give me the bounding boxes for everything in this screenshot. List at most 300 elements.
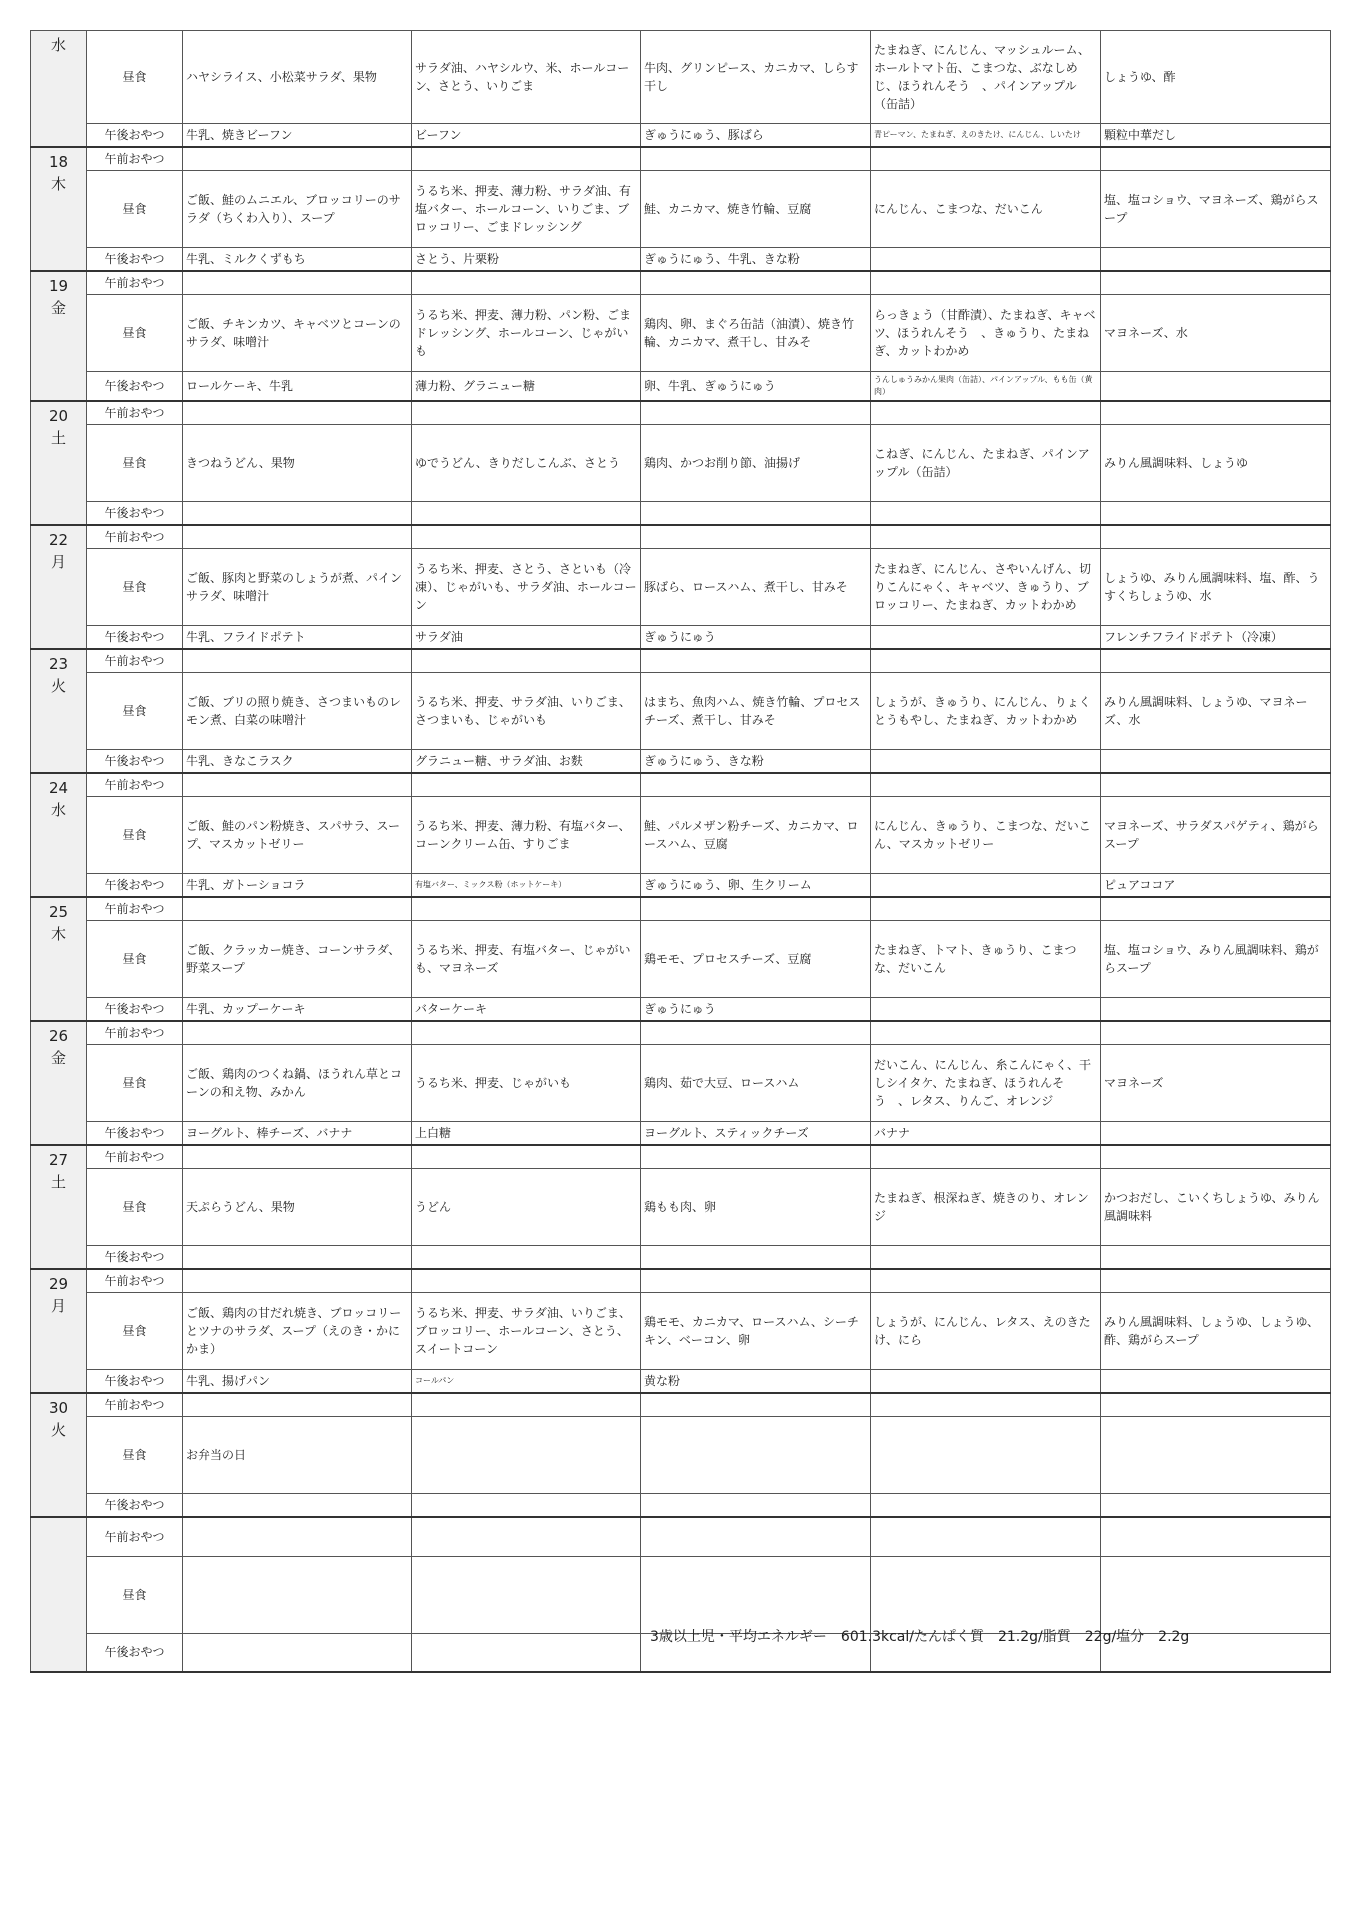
menu-cell — [183, 1633, 412, 1672]
meal-label: 午後おやつ — [87, 502, 183, 526]
energy-food-cell: コールパン — [412, 1370, 641, 1394]
menu-cell — [183, 897, 412, 921]
meal-label: 午後おやつ — [87, 874, 183, 898]
day-number: 20 — [48, 407, 69, 425]
vegetable-food-cell: らっきょう（甘酢漬）、たまねぎ、キャベツ、ほうれんそう 、きゅうり、たまねぎ、カットわかめ — [871, 295, 1101, 372]
energy-food-cell: うるち米、押麦、薄力粉、パン粉、ごまドレッシング、ホールコーン、じゃがいも — [412, 295, 641, 372]
day-cell — [31, 773, 87, 897]
day-of-week: 金 — [50, 298, 66, 317]
seasoning-cell: マヨネーズ、サラダスパゲティ、鶏がらスープ — [1101, 797, 1331, 874]
vegetable-food-cell — [871, 626, 1101, 650]
meal-label: 午前おやつ — [87, 1145, 183, 1169]
lunch-row — [31, 797, 1331, 874]
protein-food-cell: ぎゅうにゅう — [641, 998, 871, 1022]
energy-food-cell: 薄力粉、グラニュー糖 — [412, 372, 641, 402]
seasoning-cell — [1101, 1556, 1331, 1633]
menu-cell: ロールケーキ、牛乳 — [183, 372, 412, 402]
seasoning-cell: 顆粒中華だし — [1101, 124, 1331, 148]
meal-label: 昼食 — [87, 295, 183, 372]
day-number: 30 — [48, 1399, 69, 1417]
vegetable-food-cell: にんじん、こまつな、だいこん — [871, 171, 1101, 248]
meal-label: 午前おやつ — [87, 401, 183, 425]
afternoon-snack-row — [31, 998, 1331, 1022]
seasoning-cell — [1101, 750, 1331, 774]
menu-cell — [183, 502, 412, 526]
meal-label: 昼食 — [87, 1556, 183, 1633]
menu-cell — [183, 1246, 412, 1270]
energy-food-cell: うるち米、押麦、薄力粉、有塩バター、コーンクリーム缶、すりごま — [412, 797, 641, 874]
protein-food-cell: 鶏モモ、カニカマ、ロースハム、シーチキン、ベーコン、卵 — [641, 1293, 871, 1370]
day-block — [31, 897, 1331, 1021]
energy-food-cell — [412, 649, 641, 673]
day-cell — [31, 525, 87, 649]
meal-label: 昼食 — [87, 921, 183, 998]
day-number: 24 — [48, 779, 69, 797]
energy-food-cell — [412, 1269, 641, 1293]
protein-food-cell — [641, 401, 871, 425]
day-cell — [31, 1517, 87, 1672]
protein-food-cell: 鮭、カニカマ、焼き竹輪、豆腐 — [641, 171, 871, 248]
meal-label: 午前おやつ — [87, 525, 183, 549]
vegetable-food-cell: たまねぎ、トマト、きゅうり、こまつな、だいこん — [871, 921, 1101, 998]
protein-food-cell — [641, 502, 871, 526]
vegetable-food-cell — [871, 401, 1101, 425]
day-block — [31, 31, 1331, 148]
meal-label: 午前おやつ — [87, 897, 183, 921]
energy-food-cell — [412, 1021, 641, 1045]
day-block — [31, 1021, 1331, 1145]
day-number: 25 — [48, 903, 69, 921]
seasoning-cell — [1101, 1494, 1331, 1518]
day-cell — [31, 1393, 87, 1517]
meal-label: 午後おやつ — [87, 1246, 183, 1270]
afternoon-snack-row — [31, 1370, 1331, 1394]
energy-food-cell: ゆでうどん、きりだしこんぶ、さとう — [412, 425, 641, 502]
menu-cell: ご飯、鶏肉の甘だれ焼き、ブロッコリーとツナのサラダ、スープ（えのき・かにかま） — [183, 1293, 412, 1370]
meal-label: 午前おやつ — [87, 1517, 183, 1556]
energy-food-cell — [412, 1633, 641, 1672]
seasoning-cell — [1101, 1417, 1331, 1494]
energy-food-cell: ビーフン — [412, 124, 641, 148]
protein-food-cell — [641, 1393, 871, 1417]
vegetable-food-cell — [871, 502, 1101, 526]
day-number: 19 — [48, 277, 69, 295]
seasoning-cell — [1101, 372, 1331, 402]
protein-food-cell — [641, 1246, 871, 1270]
menu-cell: お弁当の日 — [183, 1417, 412, 1494]
menu-cell: 牛乳、揚げパン — [183, 1370, 412, 1394]
vegetable-food-cell — [871, 1269, 1101, 1293]
meal-label: 午後おやつ — [87, 248, 183, 272]
seasoning-cell — [1101, 401, 1331, 425]
morning-snack-row — [31, 773, 1331, 797]
vegetable-food-cell — [871, 1370, 1101, 1394]
seasoning-cell — [1101, 248, 1331, 272]
protein-food-cell — [641, 773, 871, 797]
vegetable-food-cell: こねぎ、にんじん、たまねぎ、パインアップル（缶詰） — [871, 425, 1101, 502]
energy-food-cell — [412, 401, 641, 425]
seasoning-cell: 塩、塩コショウ、マヨネーズ、鶏がらスープ — [1101, 171, 1331, 248]
protein-food-cell: ぎゅうにゅう、卵、生クリーム — [641, 874, 871, 898]
day-block — [31, 1145, 1331, 1269]
meal-label: 午後おやつ — [87, 1633, 183, 1672]
meal-label: 昼食 — [87, 797, 183, 874]
energy-food-cell — [412, 1417, 641, 1494]
energy-food-cell — [412, 1145, 641, 1169]
meal-label: 昼食 — [87, 1293, 183, 1370]
day-cell — [31, 1145, 87, 1269]
seasoning-cell: マヨネーズ — [1101, 1045, 1331, 1122]
vegetable-food-cell — [871, 525, 1101, 549]
meal-label: 昼食 — [87, 549, 183, 626]
vegetable-food-cell: たまねぎ、にんじん、さやいんげん、切りこんにゃく、キャベツ、きゅうり、ブロッコリー、たまねぎ、カットわかめ — [871, 549, 1101, 626]
vegetable-food-cell — [871, 1417, 1101, 1494]
meal-label: 午前おやつ — [87, 1393, 183, 1417]
protein-food-cell — [641, 1556, 871, 1633]
morning-snack-row — [31, 271, 1331, 295]
meal-label: 午後おやつ — [87, 1122, 183, 1146]
meal-label: 午前おやつ — [87, 1269, 183, 1293]
energy-food-cell — [412, 502, 641, 526]
protein-food-cell — [641, 897, 871, 921]
menu-cell: ご飯、鮭のパン粉焼き、スパサラ、スープ、マスカットゼリー — [183, 797, 412, 874]
vegetable-food-cell — [871, 1517, 1101, 1556]
menu-cell — [183, 271, 412, 295]
meal-label: 午後おやつ — [87, 998, 183, 1022]
day-block — [31, 147, 1331, 271]
seasoning-cell — [1101, 525, 1331, 549]
lunch-row — [31, 549, 1331, 626]
meal-label: 午後おやつ — [87, 1370, 183, 1394]
vegetable-food-cell: しょうが、きゅうり、にんじん、りょくとうもやし、たまねぎ、カットわかめ — [871, 673, 1101, 750]
lunch-row — [31, 673, 1331, 750]
menu-cell: 牛乳、ミルクくずもち — [183, 248, 412, 272]
seasoning-cell: みりん風調味料、しょうゆ — [1101, 425, 1331, 502]
menu-cell — [183, 147, 412, 171]
menu-cell: ハヤシライス、小松菜サラダ、果物 — [183, 31, 412, 124]
vegetable-food-cell — [871, 271, 1101, 295]
energy-food-cell — [412, 897, 641, 921]
vegetable-food-cell — [871, 1246, 1101, 1270]
morning-snack-row — [31, 649, 1331, 673]
vegetable-food-cell — [871, 1021, 1101, 1045]
day-of-week: 土 — [50, 1172, 66, 1191]
day-number: 23 — [48, 655, 69, 673]
meal-label: 昼食 — [87, 1417, 183, 1494]
protein-food-cell: 豚ばら、ロースハム、煮干し、甘みそ — [641, 549, 871, 626]
seasoning-cell — [1101, 1145, 1331, 1169]
afternoon-snack-row — [31, 372, 1331, 402]
vegetable-food-cell — [871, 874, 1101, 898]
menu-cell: 牛乳、焼きビーフン — [183, 124, 412, 148]
day-block — [31, 525, 1331, 649]
energy-food-cell: バターケーキ — [412, 998, 641, 1022]
day-cell — [31, 147, 87, 271]
energy-food-cell — [412, 271, 641, 295]
afternoon-snack-row — [31, 1494, 1331, 1518]
day-cell — [31, 649, 87, 773]
menu-cell — [183, 1517, 412, 1556]
protein-food-cell — [641, 649, 871, 673]
vegetable-food-cell: しょうが、にんじん、レタス、えのきたけ、にら — [871, 1293, 1101, 1370]
day-of-week: 木 — [50, 174, 66, 193]
day-of-week: 月 — [50, 1296, 66, 1315]
afternoon-snack-row — [31, 248, 1331, 272]
day-block — [31, 1393, 1331, 1517]
seasoning-cell: ピュアココア — [1101, 874, 1331, 898]
energy-food-cell: 上白糖 — [412, 1122, 641, 1146]
protein-food-cell: 牛肉、グリンピース、カニカマ、しらす干し — [641, 31, 871, 124]
energy-food-cell — [412, 1517, 641, 1556]
energy-food-cell: サラダ油 — [412, 626, 641, 650]
morning-snack-row — [31, 1269, 1331, 1293]
protein-food-cell — [641, 1269, 871, 1293]
energy-food-cell: うるち米、押麦、薄力粉、サラダ油、有塩バター、ホールコーン、いりごま、ブロッコリー、ごまドレッシング — [412, 171, 641, 248]
energy-food-cell — [412, 1393, 641, 1417]
morning-snack-row — [31, 401, 1331, 425]
lunch-row — [31, 921, 1331, 998]
meal-label: 午前おやつ — [87, 147, 183, 171]
meal-label: 昼食 — [87, 171, 183, 248]
lunch-row — [31, 31, 1331, 124]
energy-food-cell — [412, 525, 641, 549]
lunch-row — [31, 295, 1331, 372]
vegetable-food-cell — [871, 1145, 1101, 1169]
day-of-week: 土 — [50, 428, 66, 447]
energy-food-cell: うるち米、押麦、じゃがいも — [412, 1045, 641, 1122]
menu-cell: 牛乳、ガトーショコラ — [183, 874, 412, 898]
menu-cell: ご飯、ブリの照り焼き、さつまいものレモン煮、白菜の味噌汁 — [183, 673, 412, 750]
protein-food-cell — [641, 525, 871, 549]
energy-food-cell: 有塩バター、ミックス粉（ホットケーキ） — [412, 874, 641, 898]
meal-label: 午後おやつ — [87, 626, 183, 650]
protein-food-cell: 鮭、パルメザン粉チーズ、カニカマ、ロースハム、豆腐 — [641, 797, 871, 874]
seasoning-cell: みりん風調味料、しょうゆ、しょうゆ、酢、鶏がらスープ — [1101, 1293, 1331, 1370]
seasoning-cell — [1101, 1370, 1331, 1394]
vegetable-food-cell: バナナ — [871, 1122, 1101, 1146]
seasoning-cell — [1101, 998, 1331, 1022]
lunch-row — [31, 425, 1331, 502]
day-of-week: 火 — [50, 676, 66, 695]
meal-label: 午前おやつ — [87, 773, 183, 797]
morning-snack-row — [31, 1145, 1331, 1169]
day-block — [31, 401, 1331, 525]
afternoon-snack-row — [31, 1122, 1331, 1146]
energy-food-cell — [412, 1494, 641, 1518]
energy-food-cell — [412, 1246, 641, 1270]
day-number: 27 — [48, 1151, 69, 1169]
energy-food-cell: うどん — [412, 1169, 641, 1246]
meal-label: 午前おやつ — [87, 1021, 183, 1045]
meal-label: 午後おやつ — [87, 1494, 183, 1518]
menu-cell: 牛乳、カップーケーキ — [183, 998, 412, 1022]
seasoning-cell: かつおだし、こいくちしょうゆ、みりん風調味料 — [1101, 1169, 1331, 1246]
menu-cell: ご飯、クラッカー焼き、コーンサラダ、野菜スープ — [183, 921, 412, 998]
meal-label: 午後おやつ — [87, 124, 183, 148]
lunch-row — [31, 1169, 1331, 1246]
energy-food-cell: うるち米、押麦、さとう、さといも（冷凍）、じゃがいも、サラダ油、ホールコーン — [412, 549, 641, 626]
protein-food-cell — [641, 271, 871, 295]
afternoon-snack-row — [31, 1246, 1331, 1270]
protein-food-cell: ぎゅうにゅう、牛乳、きな粉 — [641, 248, 871, 272]
afternoon-snack-row — [31, 874, 1331, 898]
protein-food-cell: 卵、牛乳、ぎゅうにゅう — [641, 372, 871, 402]
lunch-row — [31, 1045, 1331, 1122]
energy-food-cell: サラダ油、ハヤシルウ、米、ホールコーン、さとう、いりごま — [412, 31, 641, 124]
seasoning-cell — [1101, 649, 1331, 673]
seasoning-cell: マヨネーズ、水 — [1101, 295, 1331, 372]
protein-food-cell: ヨーグルト、スティックチーズ — [641, 1122, 871, 1146]
day-number: 29 — [48, 1275, 69, 1293]
protein-food-cell: 鶏モモ、プロセスチーズ、豆腐 — [641, 921, 871, 998]
day-cell — [31, 1269, 87, 1393]
menu-cell — [183, 1021, 412, 1045]
vegetable-food-cell: 青ピーマン、たまねぎ、えのきたけ、にんじん、しいたけ — [871, 124, 1101, 148]
morning-snack-row — [31, 147, 1331, 171]
day-block — [31, 1517, 1331, 1672]
protein-food-cell: ぎゅうにゅう、きな粉 — [641, 750, 871, 774]
protein-food-cell: はまち、魚肉ハム、焼き竹輪、プロセスチーズ、煮干し、甘みそ — [641, 673, 871, 750]
vegetable-food-cell — [871, 998, 1101, 1022]
day-block — [31, 649, 1331, 773]
energy-food-cell: グラニュー糖、サラダ油、お麩 — [412, 750, 641, 774]
vegetable-food-cell — [871, 897, 1101, 921]
seasoning-cell: 塩、塩コショウ、みりん風調味料、鶏がらスープ — [1101, 921, 1331, 998]
lunch-row — [31, 1556, 1331, 1633]
protein-food-cell: ぎゅうにゅう — [641, 626, 871, 650]
morning-snack-row — [31, 1021, 1331, 1045]
menu-cell — [183, 773, 412, 797]
day-block — [31, 1269, 1331, 1393]
protein-food-cell — [641, 1417, 871, 1494]
day-cell — [31, 1021, 87, 1145]
menu-cell — [183, 1145, 412, 1169]
lunch-row — [31, 1417, 1331, 1494]
energy-food-cell — [412, 147, 641, 171]
energy-food-cell — [412, 773, 641, 797]
seasoning-cell: みりん風調味料、しょうゆ、マヨネーズ、水 — [1101, 673, 1331, 750]
morning-snack-row — [31, 897, 1331, 921]
energy-food-cell: うるち米、押麦、有塩バター、じゃがいも、マヨネーズ — [412, 921, 641, 998]
energy-food-cell — [412, 1556, 641, 1633]
morning-snack-row — [31, 525, 1331, 549]
menu-cell: ヨーグルト、棒チーズ、バナナ — [183, 1122, 412, 1146]
protein-food-cell: 鶏肉、かつお削り節、油揚げ — [641, 425, 871, 502]
vegetable-food-cell: たまねぎ、にんじん、マッシュルーム、ホールトマト缶、こまつな、ぶなしめじ、ほうれんそう 、パインアップル（缶詰） — [871, 31, 1101, 124]
protein-food-cell: 鶏もも肉、卵 — [641, 1169, 871, 1246]
seasoning-cell — [1101, 773, 1331, 797]
vegetable-food-cell — [871, 649, 1101, 673]
seasoning-cell — [1101, 502, 1331, 526]
day-of-week: 月 — [50, 552, 66, 571]
energy-food-cell: うるち米、押麦、サラダ油、いりごま、さつまいも、じゃがいも — [412, 673, 641, 750]
vegetable-food-cell — [871, 147, 1101, 171]
seasoning-cell: しょうゆ、みりん風調味料、塩、酢、うすくちしょうゆ、水 — [1101, 549, 1331, 626]
meal-label: 昼食 — [87, 425, 183, 502]
vegetable-food-cell — [871, 248, 1101, 272]
day-of-week: 水 — [50, 800, 66, 819]
menu-cell: 天ぷらうどん、果物 — [183, 1169, 412, 1246]
menu-cell — [183, 1556, 412, 1633]
seasoning-cell — [1101, 1393, 1331, 1417]
protein-food-cell — [641, 1494, 871, 1518]
menu-cell: 牛乳、フライドポテト — [183, 626, 412, 650]
day-block — [31, 271, 1331, 401]
vegetable-food-cell — [871, 1393, 1101, 1417]
day-block — [31, 773, 1331, 897]
vegetable-food-cell: だいこん、にんじん、糸こんにゃく、干しシイタケ、たまねぎ、ほうれんそう 、レタス、りんご、オレンジ — [871, 1045, 1101, 1122]
meal-label: 午前おやつ — [87, 271, 183, 295]
seasoning-cell: フレンチフライドポテト（冷凍） — [1101, 626, 1331, 650]
nutrition-summary: 3歳以上児・平均エネルギー 601.3kcal/たんぱく質 21.2g/脂質 22g/塩分 2.2g — [650, 1629, 1190, 1645]
afternoon-snack-row — [31, 626, 1331, 650]
seasoning-cell — [1101, 1269, 1331, 1293]
day-of-week: 木 — [50, 924, 66, 943]
seasoning-cell — [1101, 1517, 1331, 1556]
day-number: 18 — [48, 153, 69, 171]
energy-food-cell: うるち米、押麦、サラダ油、いりごま、ブロッコリー、ホールコーン、さとう、スイートコーン — [412, 1293, 641, 1370]
energy-food-cell: さとう、片栗粉 — [412, 248, 641, 272]
vegetable-food-cell: にんじん、きゅうり、こまつな、だいこん、マスカットゼリー — [871, 797, 1101, 874]
protein-food-cell — [641, 147, 871, 171]
vegetable-food-cell — [871, 1556, 1101, 1633]
protein-food-cell: 鶏肉、卵、まぐろ缶詰（油漬）、焼き竹輪、カニカマ、煮干し、甘みそ — [641, 295, 871, 372]
lunch-row — [31, 1293, 1331, 1370]
afternoon-snack-row — [31, 750, 1331, 774]
day-cell — [31, 31, 87, 148]
protein-food-cell — [641, 1517, 871, 1556]
morning-snack-row — [31, 1393, 1331, 1417]
day-cell — [31, 897, 87, 1021]
menu-cell: ご飯、豚肉と野菜のしょうが煮、パインサラダ、味噌汁 — [183, 549, 412, 626]
menu-cell — [183, 401, 412, 425]
protein-food-cell — [641, 1145, 871, 1169]
afternoon-snack-row — [31, 124, 1331, 148]
vegetable-food-cell — [871, 1494, 1101, 1518]
seasoning-cell — [1101, 147, 1331, 171]
menu-cell: ご飯、チキンカツ、キャベツとコーンのサラダ、味噌汁 — [183, 295, 412, 372]
protein-food-cell — [641, 1021, 871, 1045]
protein-food-cell: 黄な粉 — [641, 1370, 871, 1394]
morning-snack-row — [31, 1517, 1331, 1556]
day-of-week: 金 — [50, 1048, 66, 1067]
menu-cell — [183, 1269, 412, 1293]
menu-table — [30, 30, 1331, 1673]
day-number: 22 — [48, 531, 69, 549]
afternoon-snack-row — [31, 502, 1331, 526]
vegetable-food-cell — [871, 773, 1101, 797]
seasoning-cell — [1101, 271, 1331, 295]
vegetable-food-cell: うんしゅうみかん果肉（缶詰）、パインアップル、もも缶（黄肉） — [871, 372, 1101, 402]
menu-cell — [183, 649, 412, 673]
meal-label: 昼食 — [87, 1045, 183, 1122]
protein-food-cell: 鶏肉、茹で大豆、ロースハム — [641, 1045, 871, 1122]
day-number: 26 — [48, 1027, 69, 1045]
meal-label: 昼食 — [87, 673, 183, 750]
meal-label: 昼食 — [87, 1169, 183, 1246]
menu-cell — [183, 1393, 412, 1417]
menu-cell — [183, 525, 412, 549]
seasoning-cell — [1101, 1246, 1331, 1270]
seasoning-cell — [1101, 1122, 1331, 1146]
vegetable-food-cell: たまねぎ、根深ねぎ、焼きのり、オレンジ — [871, 1169, 1101, 1246]
meal-label: 午前おやつ — [87, 649, 183, 673]
seasoning-cell — [1101, 897, 1331, 921]
vegetable-food-cell — [871, 750, 1101, 774]
day-cell — [31, 401, 87, 525]
day-cell — [31, 271, 87, 401]
menu-cell — [183, 1494, 412, 1518]
